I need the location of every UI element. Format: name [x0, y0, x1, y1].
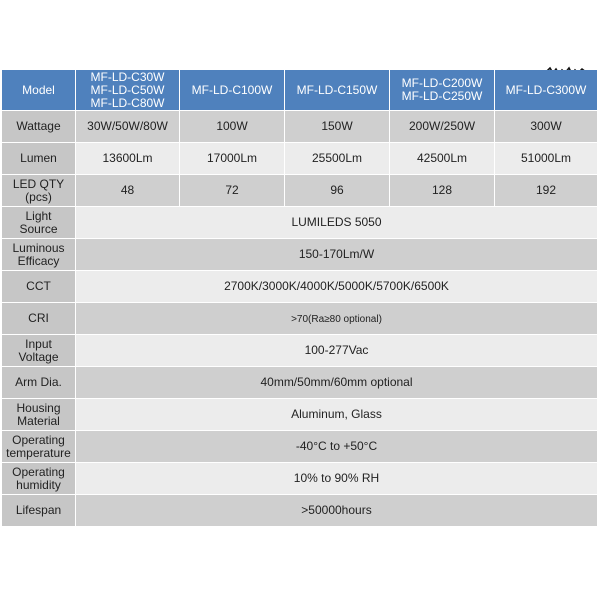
cell-value: 192 — [495, 175, 598, 207]
row-label-line: Housing — [16, 400, 61, 415]
model-name: MF-LD-C150W — [296, 82, 378, 97]
spec-row-lifespan — [2, 495, 598, 527]
cell-value: 30W/50W/80W — [76, 111, 180, 143]
cell-value — [76, 303, 598, 335]
model-name: MF-LD-C80W — [90, 95, 165, 110]
spec-row-led-qty — [2, 175, 598, 207]
row-label-line: Operating — [12, 464, 65, 479]
model-name: MF-LD-C100W — [191, 82, 273, 97]
spec-row-wattage — [2, 111, 598, 143]
cell-value: 51000Lm — [495, 143, 598, 175]
row-label-line: LED QTY — [12, 176, 65, 191]
row-label — [2, 399, 76, 431]
row-label-line: Source — [19, 221, 58, 236]
row-label-line: Operating — [12, 432, 65, 447]
cell-value: 72 — [180, 175, 285, 207]
row-label-line: Input — [25, 336, 52, 351]
row-label — [2, 367, 76, 399]
row-label — [2, 207, 76, 239]
cell-value: 100-277Vac — [76, 335, 598, 367]
header-row — [2, 70, 598, 111]
spec-row-operating-humidity — [2, 463, 598, 495]
cell-value: 150-170Lm/W — [76, 239, 598, 271]
row-label-line: Lumen — [20, 151, 57, 165]
row-label-line: humidity — [16, 477, 61, 492]
spec-row-lumen — [2, 143, 598, 175]
model-col-header — [495, 70, 598, 111]
model-col-header — [180, 70, 285, 111]
row-label — [2, 175, 76, 207]
cell-value: 48 — [76, 175, 180, 207]
cri-value: >70(Ra≥80 optional) — [291, 313, 382, 325]
cell-value: >50000hours — [76, 495, 598, 527]
cell-value: 300W — [495, 111, 598, 143]
cell-value: 10% to 90% RH — [76, 463, 598, 495]
cell-value: 150W — [285, 111, 390, 143]
row-label — [2, 111, 76, 143]
row-label — [2, 335, 76, 367]
spec-row-cri — [2, 303, 598, 335]
row-label-line: Lifespan — [15, 503, 62, 517]
cell-value: 13600Lm — [76, 143, 180, 175]
row-label-line: Efficacy — [17, 253, 60, 268]
row-label-line: CRI — [28, 311, 49, 325]
row-label — [2, 239, 76, 271]
row-label — [2, 431, 76, 463]
row-label-line: Arm Dia. — [15, 375, 62, 389]
spec-row-operating-temperature — [2, 431, 598, 463]
spec-row-cct — [2, 271, 598, 303]
cell-value: 128 — [390, 175, 495, 207]
cell-value: Aluminum, Glass — [76, 399, 598, 431]
cell-value: 40mm/50mm/60mm optional — [76, 367, 598, 399]
row-label-line: Luminous — [12, 240, 65, 255]
spec-row-housing-material — [2, 399, 598, 431]
model-header: Model — [2, 70, 76, 111]
row-label — [2, 303, 76, 335]
model-name: MF-LD-C300W — [505, 82, 587, 97]
cell-value: -40°C to +50°C — [76, 431, 598, 463]
spec-row-luminous-efficacy — [2, 239, 598, 271]
row-label-line: Material — [17, 413, 60, 428]
cell-value: 100W — [180, 111, 285, 143]
model-name: MF-LD-C30W — [90, 69, 165, 84]
model-name: MF-LD-C50W — [90, 82, 165, 97]
cell-value: 96 — [285, 175, 390, 207]
spec-row-arm-dia — [2, 367, 598, 399]
model-col-header — [390, 70, 495, 111]
model-name: MF-LD-C250W — [401, 89, 483, 103]
cell-value: 17000Lm — [180, 143, 285, 175]
row-label-line: Voltage — [18, 349, 59, 364]
cell-value: 42500Lm — [390, 143, 495, 175]
row-label — [2, 143, 76, 175]
row-label-line: temperature — [6, 445, 71, 460]
row-label — [2, 495, 76, 527]
model-name: MF-LD-C200W — [401, 76, 483, 90]
row-label-line: CCT — [26, 279, 51, 293]
model-col-header — [285, 70, 390, 111]
spec-table — [2, 70, 598, 527]
row-label — [2, 463, 76, 495]
cell-value: LUMILEDS 5050 — [76, 207, 598, 239]
row-label — [2, 271, 76, 303]
cell-value: 2700K/3000K/4000K/5000K/5700K/6500K — [76, 271, 598, 303]
cell-value: 25500Lm — [285, 143, 390, 175]
spec-row-light-source — [2, 207, 598, 239]
row-label-line: Light — [25, 208, 52, 223]
model-col-header — [76, 70, 180, 111]
row-label-line: (pcs) — [25, 189, 52, 204]
cell-value: 200W/250W — [390, 111, 495, 143]
row-label-line: Wattage — [16, 119, 61, 133]
spec-row-input-voltage — [2, 335, 598, 367]
